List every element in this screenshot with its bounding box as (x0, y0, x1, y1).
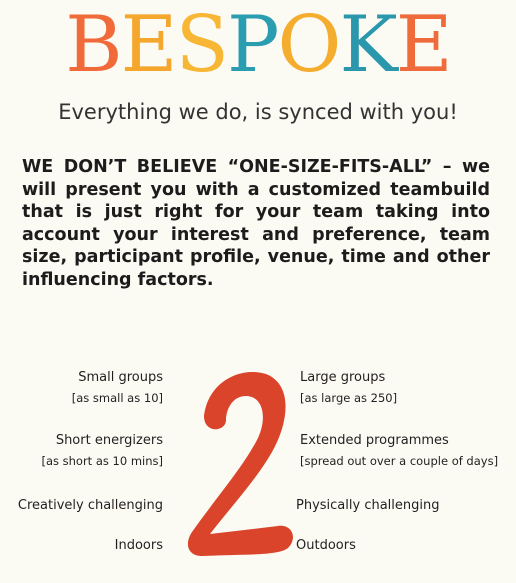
tagline: Everything we do, is synced with you! (58, 100, 458, 124)
logo-letter: O (277, 0, 340, 90)
option-subtitle: [as large as 250] (300, 391, 398, 405)
option-title: Creatively challenging (17, 498, 163, 513)
option-outdoors (296, 536, 356, 556)
intro-paragraph: WE DON’T BELIEVE “ONE-SIZE-FITS-ALL” – we will present you with a customized teambuild that is just right for your team taking into account your interest and preference, team size, participant profile, venue, time and other influencing factors. (22, 157, 490, 290)
option-subtitle: [spread out over a couple of days] (300, 454, 499, 468)
option-large-groups (300, 368, 397, 408)
option-title: Small groups (78, 370, 163, 385)
option-short-energizers (41, 431, 163, 471)
option-title: Extended programmes (300, 433, 449, 448)
bespoke-logo (0, 2, 516, 88)
option-title: Short energizers (55, 433, 163, 448)
logo-letter: B (65, 0, 121, 90)
option-physically-challenging (296, 496, 440, 516)
option-small-groups (72, 368, 163, 408)
option-creatively-challenging (18, 496, 163, 516)
option-subtitle: [as small as 10] (71, 391, 163, 405)
logo-letter: E (395, 0, 451, 90)
logo-letter: E (120, 0, 176, 90)
logo-letter: P (227, 0, 278, 90)
numeral-two-shape (188, 372, 293, 556)
option-subtitle: [as short as 10 mins] (41, 454, 163, 468)
option-title: Indoors (114, 538, 163, 553)
logo-letter: K (339, 0, 396, 90)
big-numeral-two (182, 362, 302, 562)
option-title: Outdoors (296, 538, 356, 553)
option-title: Large groups (300, 370, 386, 385)
logo-letter: S (175, 0, 228, 90)
option-indoors (115, 536, 163, 556)
option-title: Physically challenging (296, 498, 440, 513)
option-extended-programmes (300, 431, 498, 471)
